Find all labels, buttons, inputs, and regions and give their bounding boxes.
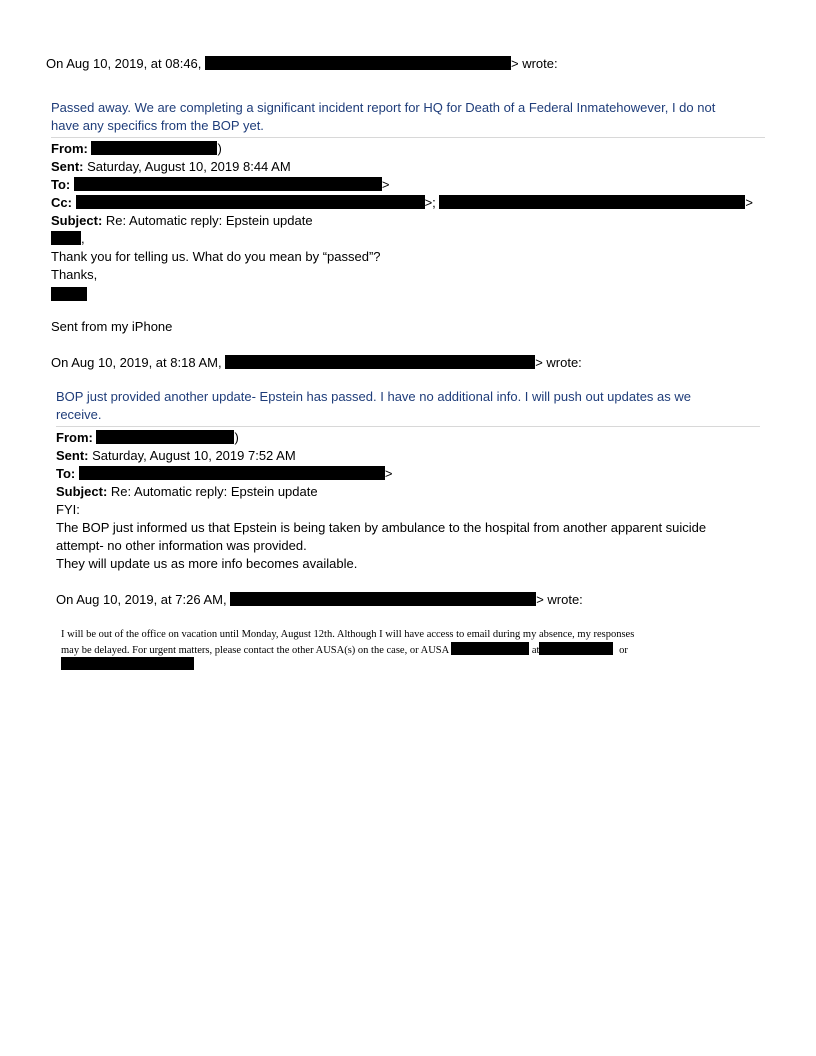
message-body-line: Thanks, — [51, 267, 98, 282]
message-body-line: Thank you for telling us. What do you mean by “passed”? — [51, 249, 381, 264]
redaction-block — [91, 141, 217, 155]
sent-label: Sent: — [56, 448, 89, 463]
message-body-line: BOP just provided another update- Epstein has passed. I have no additional info. I will push out updates as we — [56, 389, 692, 404]
from-tail: ) — [234, 430, 239, 445]
cc-label: Cc: — [51, 195, 72, 210]
subject-value: Re: Automatic reply: Epstein update — [107, 484, 318, 499]
auto-reply-at: at — [531, 645, 540, 656]
redaction-block — [51, 287, 87, 301]
auto-reply-line — [61, 657, 194, 673]
subject-value: Re: Automatic reply: Epstein update — [102, 213, 313, 228]
from-tail: ) — [217, 141, 222, 156]
quote-header-2 — [51, 354, 582, 372]
redaction-block — [79, 466, 385, 480]
from-label: From: — [56, 430, 93, 445]
from-label: From: — [51, 141, 88, 156]
redaction-block — [230, 592, 536, 606]
greeting-tail: , — [81, 231, 85, 246]
subject-row — [51, 212, 313, 230]
header-divider — [51, 137, 765, 138]
redaction-block — [74, 177, 382, 191]
to-tail: > — [384, 466, 393, 481]
auto-reply-text: may be delayed. For urgent matters, please contact the other AUSA(s) on the case, or AUSA — [61, 645, 452, 656]
subject-label: Subject: — [56, 484, 108, 499]
subject-row — [56, 483, 318, 501]
auto-reply-line — [61, 642, 628, 658]
quote-header-suffix: > wrote: — [536, 592, 583, 607]
to-row — [56, 465, 392, 483]
redaction-block — [439, 195, 745, 209]
from-row — [56, 429, 239, 447]
sent-row — [51, 158, 291, 176]
redaction-block — [539, 642, 613, 655]
subject-label: Subject: — [51, 213, 103, 228]
auto-reply-or: or — [619, 645, 628, 656]
sent-value: Saturday, August 10, 2019 7:52 AM — [88, 448, 296, 463]
redaction-block — [51, 231, 81, 245]
redaction-block — [76, 195, 425, 209]
quote-header-suffix: > wrote: — [511, 56, 558, 71]
quote-header-prefix: On Aug 10, 2019, at 8:18 AM, — [51, 355, 226, 370]
quote-header-3 — [56, 591, 583, 609]
auto-reply-line: I will be out of the office on vacation until Monday, August 12th. Although I will have access to email during my absence, my responses — [61, 629, 635, 640]
message-body-line: Passed away. We are completing a significant incident report for HQ for Death of a Federal Inmatehowever, I do not — [51, 100, 716, 115]
sent-value: Saturday, August 10, 2019 8:44 AM — [83, 159, 291, 174]
message-body-line: They will update us as more info becomes available. — [56, 556, 358, 571]
to-label: To: — [56, 466, 76, 481]
cc-row — [51, 194, 753, 212]
quote-header-suffix: > wrote: — [535, 355, 582, 370]
redaction-block — [96, 430, 234, 444]
redaction-block — [61, 657, 194, 670]
sent-label: Sent: — [51, 159, 84, 174]
message-body-line: receive. — [56, 407, 102, 422]
cc-tail: > — [745, 195, 754, 210]
message-body-line: have any specifics from the BOP yet. — [51, 118, 264, 133]
sent-from-line: Sent from my iPhone — [51, 319, 173, 334]
message-body-line: attempt- no other information was provided. — [56, 538, 307, 553]
to-row — [51, 176, 389, 194]
sent-row — [56, 447, 296, 465]
from-row — [51, 140, 222, 158]
redaction-block — [451, 642, 529, 655]
redaction-block — [225, 355, 535, 369]
signature-line — [51, 286, 87, 304]
cc-separator: >; — [424, 195, 436, 210]
quote-header-prefix: On Aug 10, 2019, at 08:46, — [46, 56, 206, 71]
message-body-line: FYI: — [56, 502, 80, 517]
message-body-line: The BOP just informed us that Epstein is being taken by ambulance to the hospital from another apparent suicide — [56, 520, 707, 535]
quote-header-1 — [46, 55, 558, 73]
quote-header-prefix: On Aug 10, 2019, at 7:26 AM, — [56, 592, 231, 607]
redaction-block — [205, 56, 511, 70]
to-label: To: — [51, 177, 71, 192]
to-tail: > — [381, 177, 390, 192]
greeting-line — [51, 230, 85, 248]
header-divider — [56, 426, 760, 427]
